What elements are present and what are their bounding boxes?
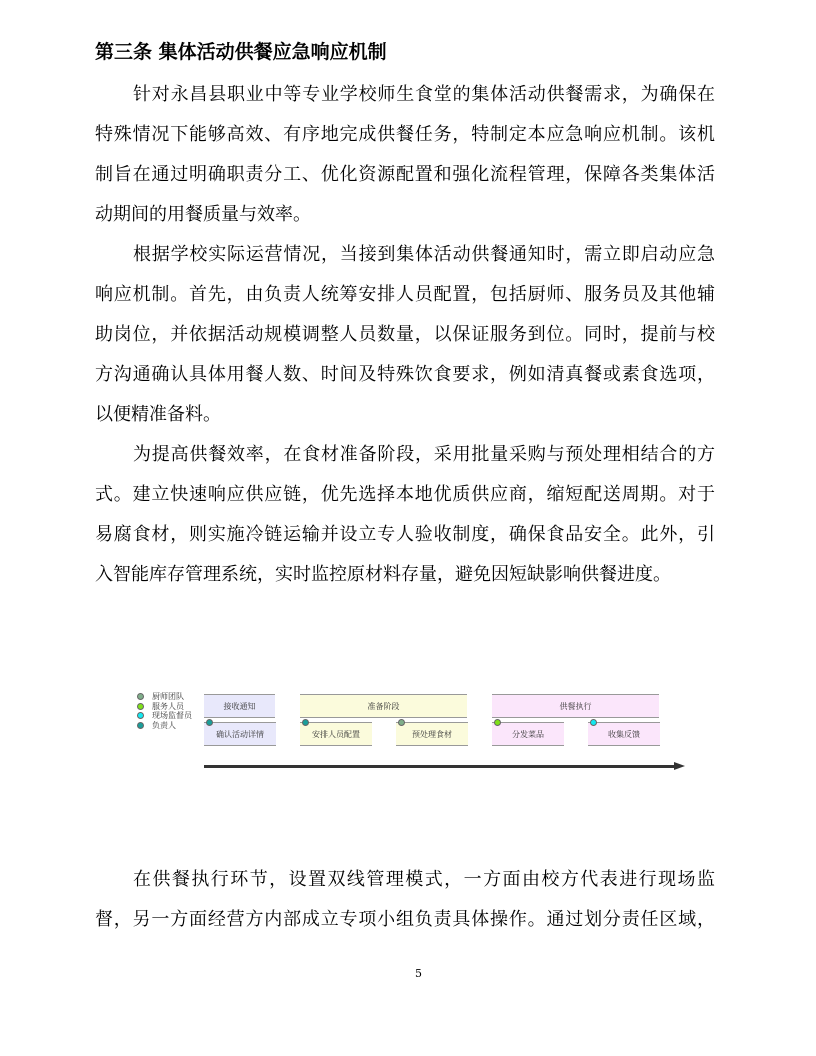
text-line: 特殊情况下能够高效、有序地完成供餐任务，特制定本应急响应机制。该机 — [95, 124, 715, 145]
text-line: 为提高供餐效率，在食材准备阶段，采用批量采购与预处理相结合的方 — [133, 444, 715, 465]
text-line: 助岗位，并依据活动规模调整人员数量，以保证服务到位。同时，提前与校 — [95, 324, 715, 345]
text-line: 方沟通确认具体用餐人数、时间及特殊饮食要求，例如清真餐或素食选项， — [95, 364, 715, 385]
task-label: 安排人员配置 — [312, 729, 360, 739]
paragraph-2 — [95, 235, 715, 435]
arrow-head-icon — [674, 762, 685, 770]
role-dot-icon — [398, 719, 405, 726]
text-line: 易腐食材，则实施冷链运输并设立专人验收制度，确保食品安全。此外，引 — [95, 524, 715, 545]
text-line: 督，另一方面经营方内部成立专项小组负责具体操作。通过划分责任区域， — [95, 909, 715, 930]
text-line: 制旨在通过明确职责分工、优化资源配置和强化流程管理，保障各类集体活 — [95, 164, 715, 185]
legend-dot-icon — [137, 693, 144, 700]
phase-label: 准备阶段 — [367, 701, 400, 711]
task-box — [588, 722, 660, 746]
role-dot-icon — [302, 719, 309, 726]
legend-label: 现场监督员 — [152, 711, 192, 720]
legend-dot-icon — [137, 722, 144, 729]
legend-item — [137, 692, 192, 702]
paragraph-4 — [95, 860, 715, 940]
task-box — [204, 722, 276, 746]
phase-box — [300, 694, 467, 718]
text-line: 以便精准备料。 — [95, 404, 221, 425]
task-label: 确认活动详情 — [216, 729, 264, 739]
legend-label: 负责人 — [152, 720, 176, 730]
task-label: 预处理食材 — [412, 729, 452, 739]
page-number: 5 — [415, 967, 422, 980]
phase-label: 供餐执行 — [559, 701, 592, 711]
paragraph-3 — [95, 435, 715, 595]
task-box — [396, 722, 468, 746]
role-dot-icon — [590, 719, 597, 726]
legend-item — [137, 711, 192, 721]
legend-dot-icon — [137, 712, 144, 719]
task-label: 分发菜品 — [512, 729, 544, 739]
section-title: 第三条 集体活动供餐应急响应机制 — [95, 41, 387, 63]
task-label: 收集反馈 — [608, 729, 640, 739]
process-timeline-diagram — [130, 685, 690, 780]
legend-dot-icon — [137, 703, 144, 710]
text-line: 在供餐执行环节，设置双线管理模式，一方面由校方代表进行现场监 — [133, 869, 715, 890]
timeline-axis — [204, 765, 676, 768]
text-line: 入智能库存管理系统，实时监控原材料存量，避免因短缺影响供餐进度。 — [95, 564, 671, 585]
text-line: 针对永昌县职业中等专业学校师生食堂的集体活动供餐需求，为确保在 — [133, 84, 715, 105]
phase-box — [204, 694, 275, 718]
paragraph-1 — [95, 75, 715, 235]
legend-label: 厨师团队 — [152, 692, 184, 701]
text-line: 式。建立快速响应供应链，优先选择本地优质供应商，缩短配送周期。对于 — [95, 484, 715, 505]
diagram-legend — [137, 692, 192, 730]
task-box — [300, 722, 372, 746]
legend-item — [137, 702, 192, 712]
role-dot-icon — [494, 719, 501, 726]
phase-label: 接收通知 — [223, 701, 256, 711]
task-box — [492, 722, 564, 746]
text-line: 响应机制。首先，由负责人统筹安排人员配置，包括厨师、服务员及其他辅 — [95, 284, 715, 305]
legend-label: 服务人员 — [152, 701, 184, 711]
phase-box — [492, 694, 659, 718]
text-line: 动期间的用餐质量与效率。 — [95, 204, 311, 225]
legend-item — [137, 721, 192, 731]
text-line: 根据学校实际运营情况，当接到集体活动供餐通知时，需立即启动应急 — [133, 244, 715, 265]
role-dot-icon — [206, 719, 213, 726]
